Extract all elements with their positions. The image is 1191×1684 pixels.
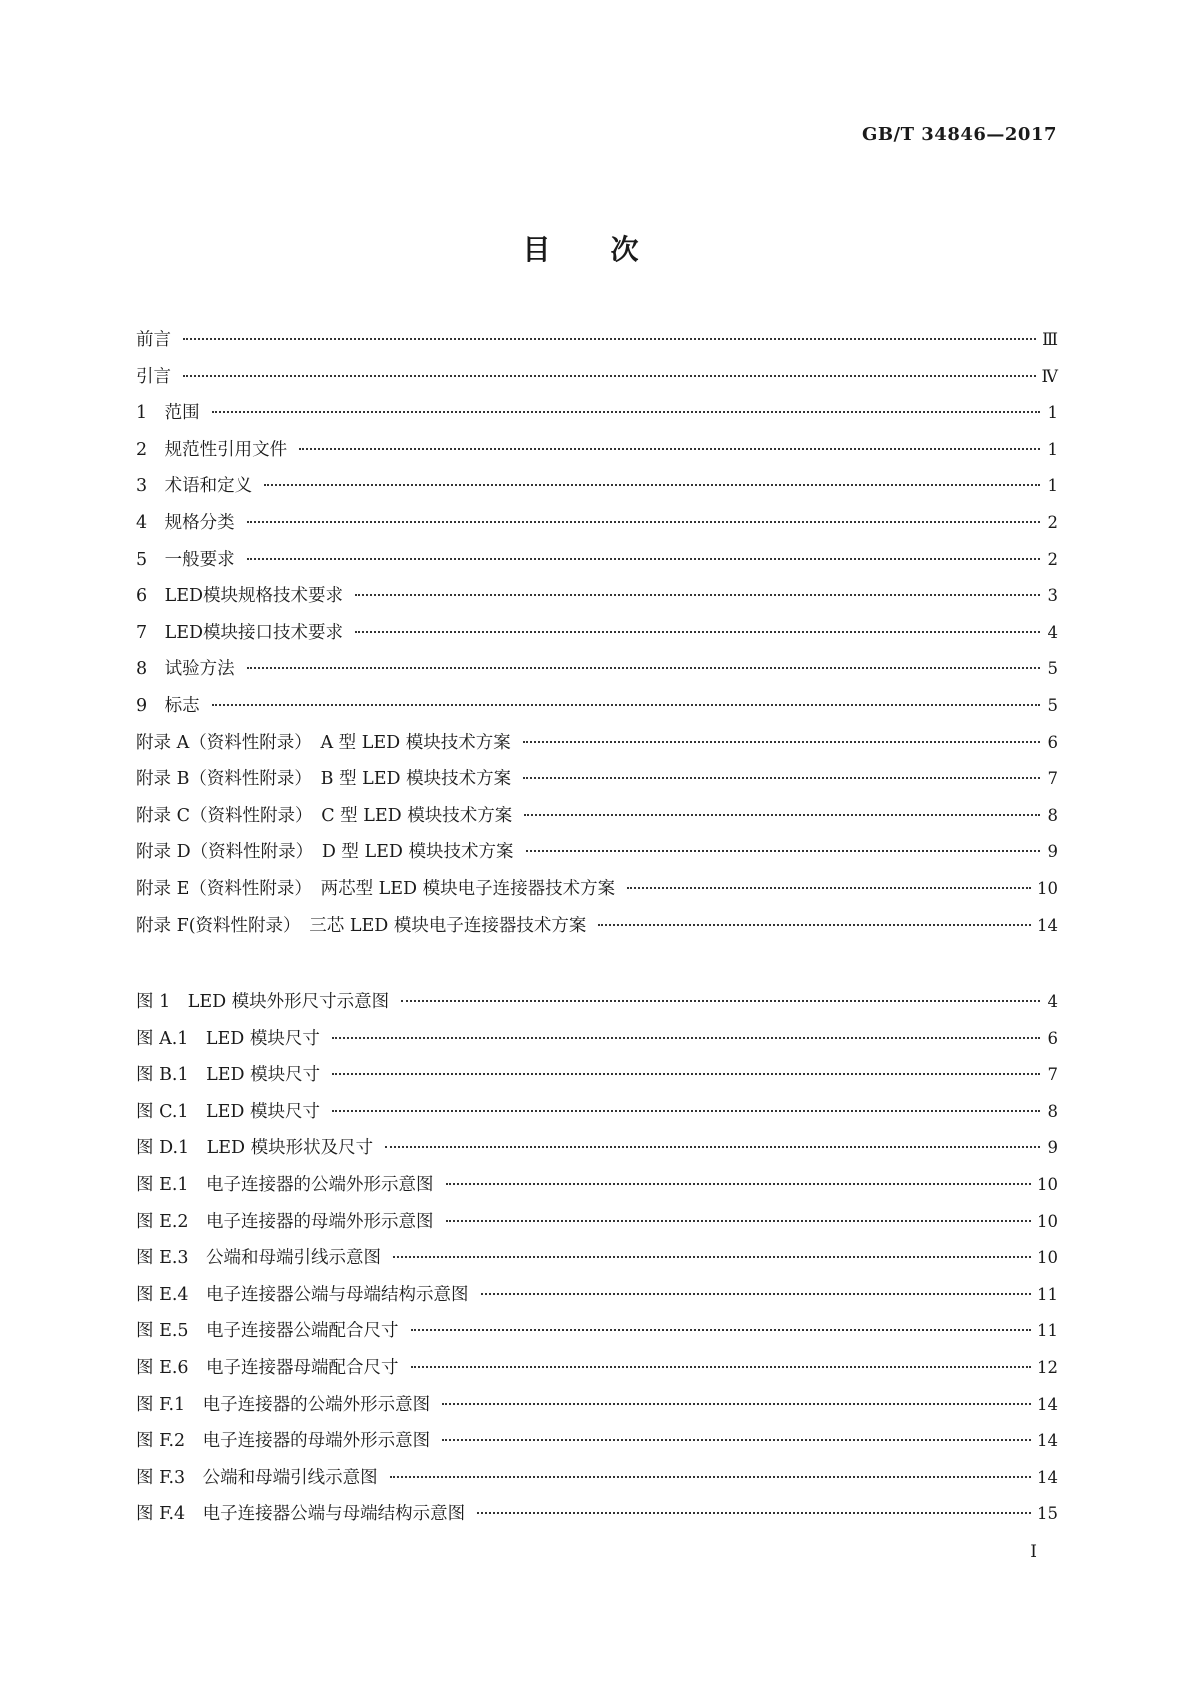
toc-leader-dots (401, 999, 1040, 1002)
toc-entry-page: 14 (1037, 1394, 1058, 1414)
toc-leader-dots (385, 1145, 1040, 1148)
toc-leader-dots (523, 776, 1040, 779)
toc-entry-label: 图 1 LED 模块外形尺寸示意图 (136, 992, 390, 1012)
toc-entry-page: 3 (1047, 586, 1058, 606)
toc-entry-label: 图 F.1 电子连接器的公端外形示意图 (136, 1394, 431, 1415)
toc-figure-entry[interactable] (136, 1098, 1058, 1135)
toc-leader-dots (481, 1292, 1031, 1295)
toc-leader-dots (446, 1182, 1031, 1185)
toc-figure-entry[interactable] (136, 1134, 1058, 1171)
toc-entry-page: 9 (1047, 842, 1058, 862)
toc-leader-dots (183, 374, 1036, 377)
toc-leader-dots (411, 1365, 1031, 1368)
toc-figure-entry[interactable] (136, 1025, 1058, 1062)
toc-entry-label: 6 LED模块规格技术要求 (136, 586, 344, 607)
toc-entry-label: 7 LED模块接口技术要求 (136, 622, 344, 643)
toc-entry[interactable] (136, 692, 1058, 729)
toc-entry-page: 15 (1037, 1504, 1058, 1524)
toc-sections (136, 326, 1058, 948)
toc-leader-dots (524, 813, 1040, 816)
toc-entry[interactable] (136, 509, 1058, 546)
toc-leader-dots (355, 630, 1040, 633)
toc-entry-label: 1 范围 (136, 403, 200, 424)
toc-entry[interactable] (136, 655, 1058, 692)
toc-leader-dots (247, 557, 1040, 560)
toc-entry-label: 图 F.4 电子连接器公端与母端结构示意图 (136, 1504, 466, 1525)
toc-entry-label: 9 标志 (136, 695, 200, 716)
toc-entry-page: 14 (1037, 1431, 1058, 1451)
toc-entry-page: 1 (1047, 439, 1058, 459)
toc-leader-dots (299, 447, 1040, 450)
toc-entry[interactable] (136, 802, 1058, 839)
toc-entry-page: 10 (1037, 878, 1058, 898)
page-number: I (1030, 1542, 1037, 1562)
toc-leader-dots (523, 740, 1040, 743)
toc-figure-entry[interactable] (136, 988, 1058, 1025)
toc-entry-page: 1 (1047, 403, 1058, 423)
toc-leader-dots (332, 1036, 1040, 1039)
toc-figure-entry[interactable] (136, 1171, 1058, 1208)
toc-entry-page: 8 (1047, 805, 1058, 825)
toc-entry-label: 图 C.1 LED 模块尺寸 (136, 1101, 321, 1122)
toc-entry-page: 5 (1047, 695, 1058, 715)
toc-leader-dots (332, 1109, 1040, 1112)
toc-entry-label: 图 E.3 公端和母端引线示意图 (136, 1248, 382, 1269)
toc-entry-label: 图 E.6 电子连接器母端配合尺寸 (136, 1357, 399, 1378)
toc-entry-label: 附录 D（资料性附录） D 型 LED 模块技术方案 (136, 842, 514, 863)
toc-figure-entry[interactable] (136, 1464, 1058, 1501)
toc-leader-dots (442, 1438, 1031, 1441)
toc-entry[interactable] (136, 875, 1058, 912)
toc-figure-entry[interactable] (136, 1354, 1058, 1391)
toc-entry[interactable] (136, 912, 1058, 949)
toc-leader-dots (332, 1072, 1040, 1075)
toc-entry-page: 7 (1047, 769, 1058, 789)
toc-figure-entry[interactable] (136, 1281, 1058, 1318)
toc-entry-label: 附录 E（资料性附录） 两芯型 LED 模块电子连接器技术方案 (136, 878, 616, 899)
toc-entry[interactable] (136, 582, 1058, 619)
toc-entry-label: 图 A.1 LED 模块尺寸 (136, 1028, 320, 1049)
toc-entry[interactable] (136, 363, 1058, 400)
toc-leader-dots (477, 1511, 1031, 1514)
toc-entry-page: 11 (1037, 1321, 1058, 1341)
toc-leader-dots (393, 1255, 1031, 1258)
toc-entry-page: 5 (1047, 659, 1058, 679)
toc-entry[interactable] (136, 838, 1058, 875)
toc-entry-label: 附录 C（资料性附录） C 型 LED 模块技术方案 (136, 805, 513, 826)
toc-entry-label: 附录 B（资料性附录） B 型 LED 模块技术方案 (136, 769, 512, 790)
toc-entry-label: 4 规格分类 (136, 512, 235, 533)
toc-entry-page: 11 (1037, 1284, 1058, 1304)
toc-entry-page: 12 (1037, 1357, 1058, 1377)
toc-entry-page: Ⅳ (1041, 366, 1058, 386)
toc-entry-page: 6 (1047, 732, 1058, 752)
toc-entry-page: 10 (1037, 1248, 1058, 1268)
toc-leader-dots (212, 703, 1040, 706)
toc-entry-label: 图 E.5 电子连接器公端配合尺寸 (136, 1321, 399, 1342)
toc-entry-page: 2 (1047, 512, 1058, 532)
toc-entry-label: 图 E.4 电子连接器公端与母端结构示意图 (136, 1284, 469, 1305)
toc-figure-entry[interactable] (136, 1208, 1058, 1245)
toc-entry[interactable] (136, 436, 1058, 473)
toc-entry-label: 8 试验方法 (136, 659, 235, 680)
toc-entry-page: 14 (1037, 915, 1058, 935)
toc-leader-dots (183, 337, 1036, 340)
toc-leader-dots (627, 886, 1031, 889)
toc-entry-label: 2 规范性引用文件 (136, 439, 288, 460)
toc-entry-label: 图 F.2 电子连接器的母端外形示意图 (136, 1431, 431, 1452)
toc-figure-entry[interactable] (136, 1061, 1058, 1098)
toc-entry-page: 10 (1037, 1174, 1058, 1194)
toc-entry-label: 图 F.3 公端和母端引线示意图 (136, 1467, 378, 1488)
toc-entry[interactable] (136, 729, 1058, 766)
toc-entry[interactable] (136, 619, 1058, 656)
toc-entry-page: 7 (1047, 1065, 1058, 1085)
toc-leader-dots (442, 1402, 1031, 1405)
toc-figure-entry[interactable] (136, 1244, 1058, 1281)
toc-entry-page: Ⅲ (1042, 330, 1058, 349)
toc-leader-dots (446, 1219, 1031, 1222)
toc-figure-entry[interactable] (136, 1427, 1058, 1464)
toc-entry[interactable] (136, 472, 1058, 509)
toc-entry-label: 附录 A（资料性附录） A 型 LED 模块技术方案 (136, 732, 511, 753)
toc-entry-label: 3 术语和定义 (136, 476, 253, 497)
toc-entry-page: 4 (1047, 992, 1058, 1011)
toc-entry-page: 14 (1037, 1467, 1058, 1487)
toc-entry-page: 8 (1047, 1101, 1058, 1121)
toc-leader-dots (598, 923, 1031, 926)
toc-entry-label: 引言 (136, 366, 171, 387)
toc-entry[interactable] (136, 546, 1058, 583)
toc-entry[interactable] (136, 765, 1058, 802)
toc-entry-label: 图 D.1 LED 模块形状及尺寸 (136, 1138, 374, 1159)
toc-entry-page: 2 (1047, 549, 1058, 569)
toc-entry-label: 图 B.1 LED 模块尺寸 (136, 1065, 321, 1086)
toc-leader-dots (411, 1328, 1031, 1331)
toc-figure-entry[interactable] (136, 1500, 1058, 1537)
toc-leader-dots (355, 593, 1040, 596)
toc-entry-page: 1 (1047, 476, 1058, 496)
toc-entry[interactable] (136, 326, 1058, 363)
toc-figure-entry[interactable] (136, 1391, 1058, 1428)
page-title: 目次 (522, 233, 699, 266)
toc-leader-dots (212, 410, 1040, 413)
toc-entry[interactable] (136, 399, 1058, 436)
toc-leader-dots (526, 849, 1041, 852)
toc-figure-entry[interactable] (136, 1317, 1058, 1354)
toc-entry-label: 附录 F(资料性附录） 三芯 LED 模块电子连接器技术方案 (136, 915, 587, 936)
toc-entry-label: 5 一般要求 (136, 549, 235, 570)
toc-entry-page: 4 (1047, 622, 1058, 642)
toc-leader-dots (247, 520, 1040, 523)
toc-entry-page: 9 (1047, 1138, 1058, 1158)
toc-entry-page: 10 (1037, 1211, 1058, 1231)
toc-leader-dots (247, 666, 1040, 669)
standard-number: GB/T 34846—2017 (861, 124, 1057, 145)
toc-leader-dots (390, 1475, 1031, 1478)
toc-leader-dots (264, 483, 1040, 486)
toc-entry-label: 图 E.2 电子连接器的母端外形示意图 (136, 1211, 434, 1232)
toc-entry-label: 图 E.1 电子连接器的公端外形示意图 (136, 1174, 434, 1195)
toc-entry-label: 前言 (136, 330, 171, 350)
toc-entry-page: 6 (1047, 1028, 1058, 1048)
toc-figures (136, 988, 1058, 1537)
